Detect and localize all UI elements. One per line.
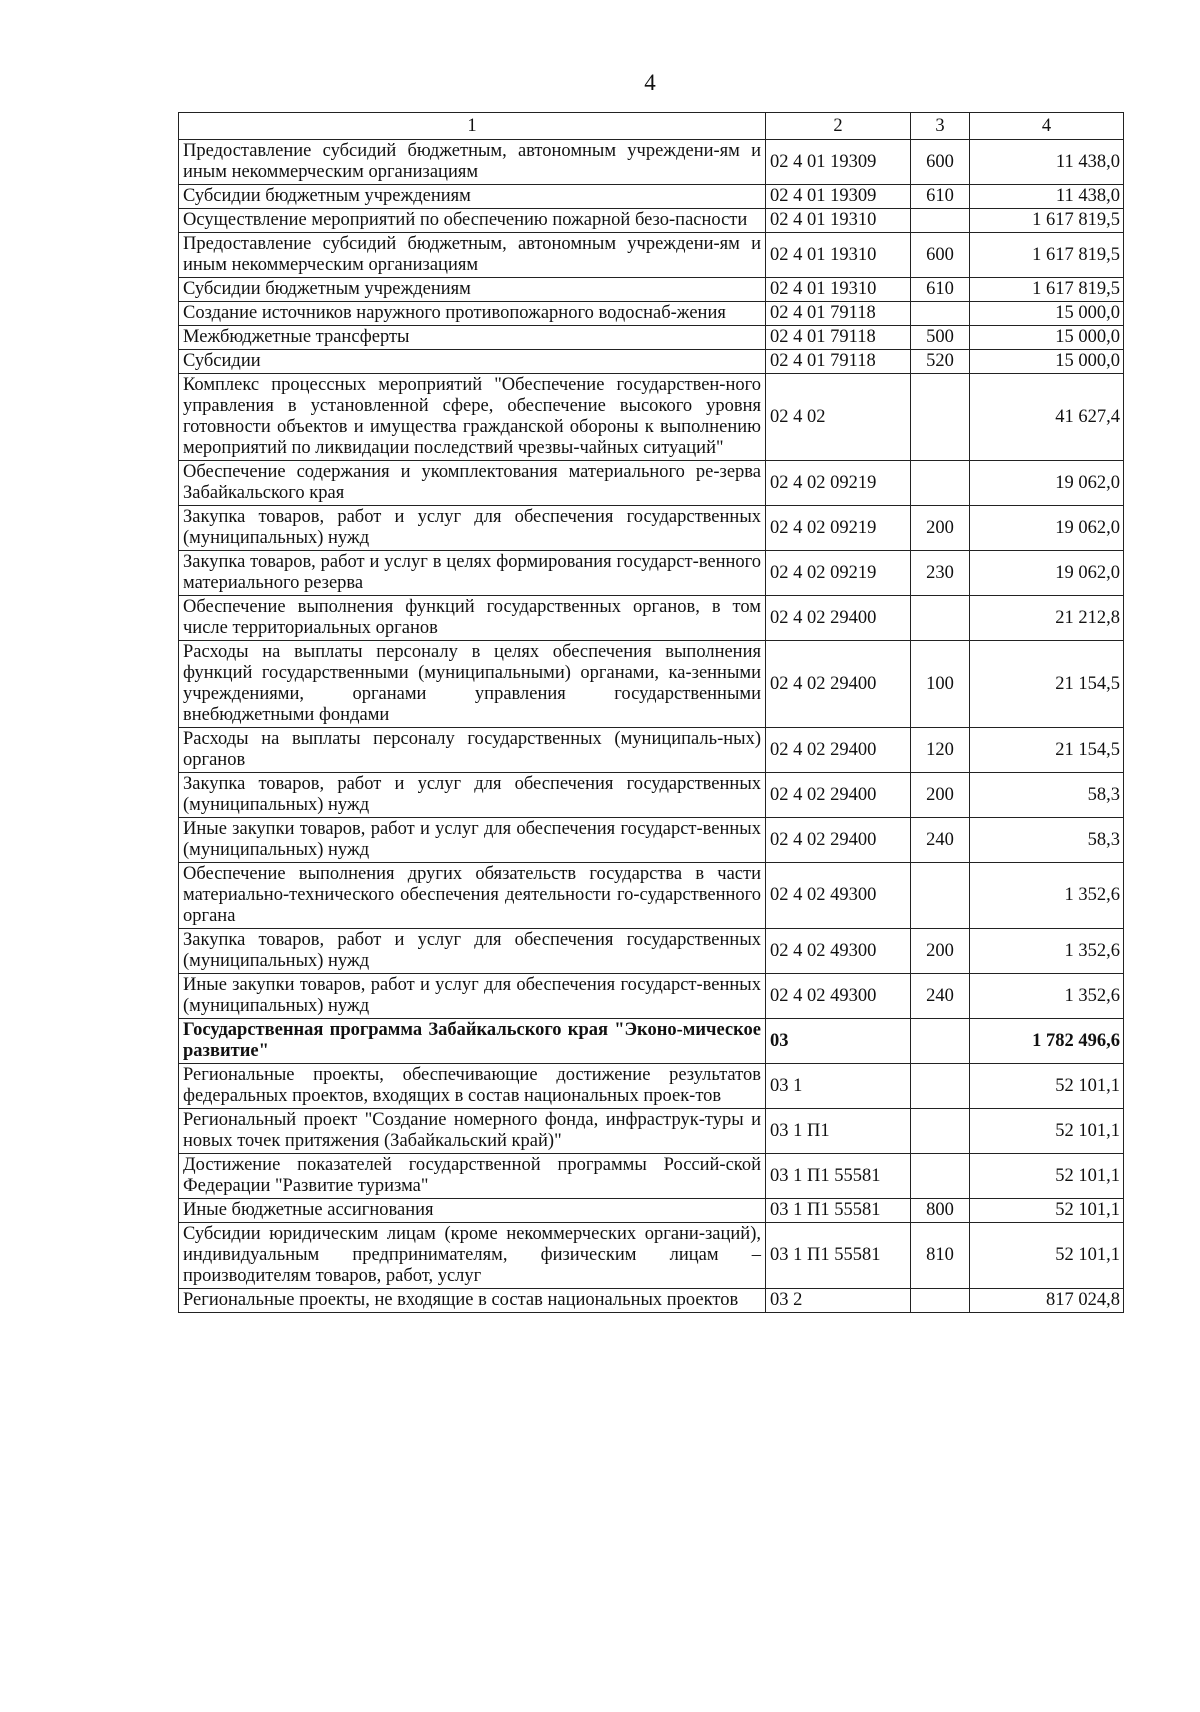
row-code-cell: 03 1 П1 55581: [766, 1154, 911, 1199]
row-code-cell: 02 4 01 79118: [766, 350, 911, 374]
row-sum-cell: 52 101,1: [970, 1199, 1124, 1223]
table-row: [179, 209, 1124, 233]
table-row: [179, 929, 1124, 974]
table-row: [179, 818, 1124, 863]
row-sum-cell: 817 024,8: [970, 1289, 1124, 1313]
table-row: [179, 140, 1124, 185]
row-expense-type-cell: [911, 1154, 970, 1199]
row-expense-type-cell: 610: [911, 185, 970, 209]
row-code-cell: 02 4 02 09219: [766, 506, 911, 551]
row-code-cell: 03: [766, 1019, 911, 1064]
row-sum-cell: 1 352,6: [970, 974, 1124, 1019]
row-expense-type-cell: 240: [911, 818, 970, 863]
table-row: [179, 302, 1124, 326]
table-row: [179, 863, 1124, 929]
row-name-cell: Закупка товаров, работ и услуг для обеспечения государственных (муниципальных) нужд: [179, 929, 766, 974]
row-code-cell: 03 2: [766, 1289, 911, 1313]
row-sum-cell: 52 101,1: [970, 1154, 1124, 1199]
column-header-expense-type: 3: [911, 113, 970, 140]
row-sum-cell: 15 000,0: [970, 350, 1124, 374]
row-code-cell: 02 4 01 19310: [766, 233, 911, 278]
table-row: [179, 728, 1124, 773]
row-expense-type-cell: 610: [911, 278, 970, 302]
row-name-cell: Предоставление субсидий бюджетным, автономным учреждени-ям и иным некоммерческим организациям: [179, 140, 766, 185]
row-name-cell: Закупка товаров, работ и услуг в целях формирования государст-венного материального резерва: [179, 551, 766, 596]
row-expense-type-cell: 230: [911, 551, 970, 596]
row-code-cell: 02 4 02 49300: [766, 863, 911, 929]
row-expense-type-cell: [911, 1109, 970, 1154]
row-name-cell: Региональный проект "Создание номерного фонда, инфраструк-туры и новых точек притяжения (Забайкальский край)": [179, 1109, 766, 1154]
row-name-cell: Обеспечение выполнения функций государственных органов, в том числе территориальных органов: [179, 596, 766, 641]
row-name-cell: Обеспечение содержания и укомплектования материального ре-зерва Забайкальского края: [179, 461, 766, 506]
row-expense-type-cell: [911, 863, 970, 929]
row-name-cell: Закупка товаров, работ и услуг для обеспечения государственных (муниципальных) нужд: [179, 506, 766, 551]
row-code-cell: 02 4 01 79118: [766, 302, 911, 326]
row-sum-cell: 52 101,1: [970, 1109, 1124, 1154]
row-sum-cell: 52 101,1: [970, 1064, 1124, 1109]
column-header-code: 2: [766, 113, 911, 140]
row-code-cell: 02 4 02 09219: [766, 461, 911, 506]
row-expense-type-cell: 600: [911, 140, 970, 185]
row-code-cell: 02 4 02 29400: [766, 596, 911, 641]
row-code-cell: 02 4 02 09219: [766, 551, 911, 596]
row-name-cell: Субсидии: [179, 350, 766, 374]
row-sum-cell: 1 352,6: [970, 929, 1124, 974]
row-sum-cell: 11 438,0: [970, 185, 1124, 209]
row-name-cell: Осуществление мероприятий по обеспечению пожарной безо-пасности: [179, 209, 766, 233]
row-code-cell: 02 4 01 19310: [766, 209, 911, 233]
row-name-cell: Региональные проекты, обеспечивающие достижение результатов федеральных проектов, входящих в состав национальных проек-тов: [179, 1064, 766, 1109]
row-sum-cell: 1 352,6: [970, 863, 1124, 929]
row-expense-type-cell: 120: [911, 728, 970, 773]
row-sum-cell: 52 101,1: [970, 1223, 1124, 1289]
row-code-cell: 02 4 02 29400: [766, 641, 911, 728]
row-code-cell: 02 4 01 79118: [766, 326, 911, 350]
row-code-cell: 03 1 П1: [766, 1109, 911, 1154]
row-code-cell: 02 4 02 49300: [766, 929, 911, 974]
table-row: [179, 1064, 1124, 1109]
table-row: [179, 974, 1124, 1019]
table-row: [179, 641, 1124, 728]
row-expense-type-cell: [911, 1019, 970, 1064]
row-sum-cell: 58,3: [970, 773, 1124, 818]
row-name-cell: Расходы на выплаты персоналу государственных (муниципаль-ных) органов: [179, 728, 766, 773]
row-code-cell: 02 4 02: [766, 374, 911, 461]
row-expense-type-cell: [911, 1064, 970, 1109]
row-name-cell: Предоставление субсидий бюджетным, автономным учреждени-ям и иным некоммерческим организациям: [179, 233, 766, 278]
column-header-sum: 4: [970, 113, 1124, 140]
row-expense-type-cell: 200: [911, 929, 970, 974]
row-sum-cell: 11 438,0: [970, 140, 1124, 185]
row-expense-type-cell: [911, 302, 970, 326]
row-expense-type-cell: 520: [911, 350, 970, 374]
row-name-cell: Иные закупки товаров, работ и услуг для обеспечения государст-венных (муниципальных) нужд: [179, 974, 766, 1019]
row-expense-type-cell: 240: [911, 974, 970, 1019]
row-name-cell: Межбюджетные трансферты: [179, 326, 766, 350]
row-expense-type-cell: [911, 1289, 970, 1313]
row-code-cell: 02 4 02 49300: [766, 974, 911, 1019]
row-expense-type-cell: 810: [911, 1223, 970, 1289]
row-sum-cell: 1 617 819,5: [970, 209, 1124, 233]
table-row: [179, 773, 1124, 818]
row-sum-cell: 19 062,0: [970, 551, 1124, 596]
table-row: [179, 551, 1124, 596]
row-sum-cell: 19 062,0: [970, 506, 1124, 551]
row-sum-cell: 41 627,4: [970, 374, 1124, 461]
table-row: [179, 374, 1124, 461]
row-code-cell: 02 4 02 29400: [766, 818, 911, 863]
row-sum-cell: 1 617 819,5: [970, 278, 1124, 302]
table-header-row: [179, 113, 1124, 140]
table-row: [179, 233, 1124, 278]
table-row: [179, 1019, 1124, 1064]
row-sum-cell: 1 617 819,5: [970, 233, 1124, 278]
row-name-cell: Создание источников наружного противопожарного водоснаб-жения: [179, 302, 766, 326]
table-row: [179, 278, 1124, 302]
row-name-cell: Субсидии юридическим лицам (кроме некоммерческих органи-заций), индивидуальным предпринимателям, физическим лицам – производителям товаров, работ, услуг: [179, 1223, 766, 1289]
row-sum-cell: 19 062,0: [970, 461, 1124, 506]
table-row: [179, 1199, 1124, 1223]
row-sum-cell: 1 782 496,6: [970, 1019, 1124, 1064]
column-header-name: 1: [179, 113, 766, 140]
row-code-cell: 02 4 01 19309: [766, 185, 911, 209]
row-code-cell: 03 1 П1 55581: [766, 1199, 911, 1223]
row-name-cell: Расходы на выплаты персоналу в целях обеспечения выполнения функций государственными (муниципальными) органами, ка-зенными учреждениями, органами управления государственными внебюджетными фондами: [179, 641, 766, 728]
row-expense-type-cell: 200: [911, 773, 970, 818]
row-sum-cell: 15 000,0: [970, 326, 1124, 350]
table-row: [179, 1289, 1124, 1313]
row-name-cell: Комплекс процессных мероприятий "Обеспечение государствен-ного управления в установленной сфере, обеспечение высокого уровня готовности объектов и имущества гражданской обороны к выполнению мероприятий по ликвидации последствий чрезвы-чайных ситуаций": [179, 374, 766, 461]
row-expense-type-cell: 500: [911, 326, 970, 350]
row-expense-type-cell: [911, 596, 970, 641]
row-name-cell: Иные закупки товаров, работ и услуг для обеспечения государст-венных (муниципальных) нужд: [179, 818, 766, 863]
row-sum-cell: 58,3: [970, 818, 1124, 863]
row-name-cell: Субсидии бюджетным учреждениям: [179, 278, 766, 302]
row-name-cell: Региональные проекты, не входящие в состав национальных проектов: [179, 1289, 766, 1313]
row-sum-cell: 21 212,8: [970, 596, 1124, 641]
row-code-cell: 02 4 02 29400: [766, 728, 911, 773]
row-expense-type-cell: 800: [911, 1199, 970, 1223]
row-name-cell: Обеспечение выполнения других обязательств государства в части материально-технического обеспечения деятельности го-сударственного органа: [179, 863, 766, 929]
row-sum-cell: 21 154,5: [970, 641, 1124, 728]
table-row: [179, 461, 1124, 506]
row-expense-type-cell: 200: [911, 506, 970, 551]
table-row: [179, 596, 1124, 641]
row-expense-type-cell: 600: [911, 233, 970, 278]
row-expense-type-cell: [911, 461, 970, 506]
row-sum-cell: 21 154,5: [970, 728, 1124, 773]
row-name-cell: Субсидии бюджетным учреждениям: [179, 185, 766, 209]
row-code-cell: 03 1 П1 55581: [766, 1223, 911, 1289]
budget-table: [178, 112, 1124, 1313]
table-row: [179, 326, 1124, 350]
row-name-cell: Достижение показателей государственной программы Россий-ской Федерации "Развитие туризма": [179, 1154, 766, 1199]
table-row: [179, 1223, 1124, 1289]
table-row: [179, 185, 1124, 209]
row-code-cell: 02 4 02 29400: [766, 773, 911, 818]
row-name-cell: Государственная программа Забайкальского края "Эконо-мическое развитие": [179, 1019, 766, 1064]
row-name-cell: Иные бюджетные ассигнования: [179, 1199, 766, 1223]
row-code-cell: 02 4 01 19309: [766, 140, 911, 185]
page-number: 4: [644, 70, 656, 95]
table-row: [179, 1109, 1124, 1154]
row-expense-type-cell: [911, 374, 970, 461]
row-sum-cell: 15 000,0: [970, 302, 1124, 326]
row-name-cell: Закупка товаров, работ и услуг для обеспечения государственных (муниципальных) нужд: [179, 773, 766, 818]
row-expense-type-cell: 100: [911, 641, 970, 728]
row-code-cell: 02 4 01 19310: [766, 278, 911, 302]
table-row: [179, 1154, 1124, 1199]
table-row: [179, 350, 1124, 374]
row-expense-type-cell: [911, 209, 970, 233]
table-row: [179, 506, 1124, 551]
row-code-cell: 03 1: [766, 1064, 911, 1109]
